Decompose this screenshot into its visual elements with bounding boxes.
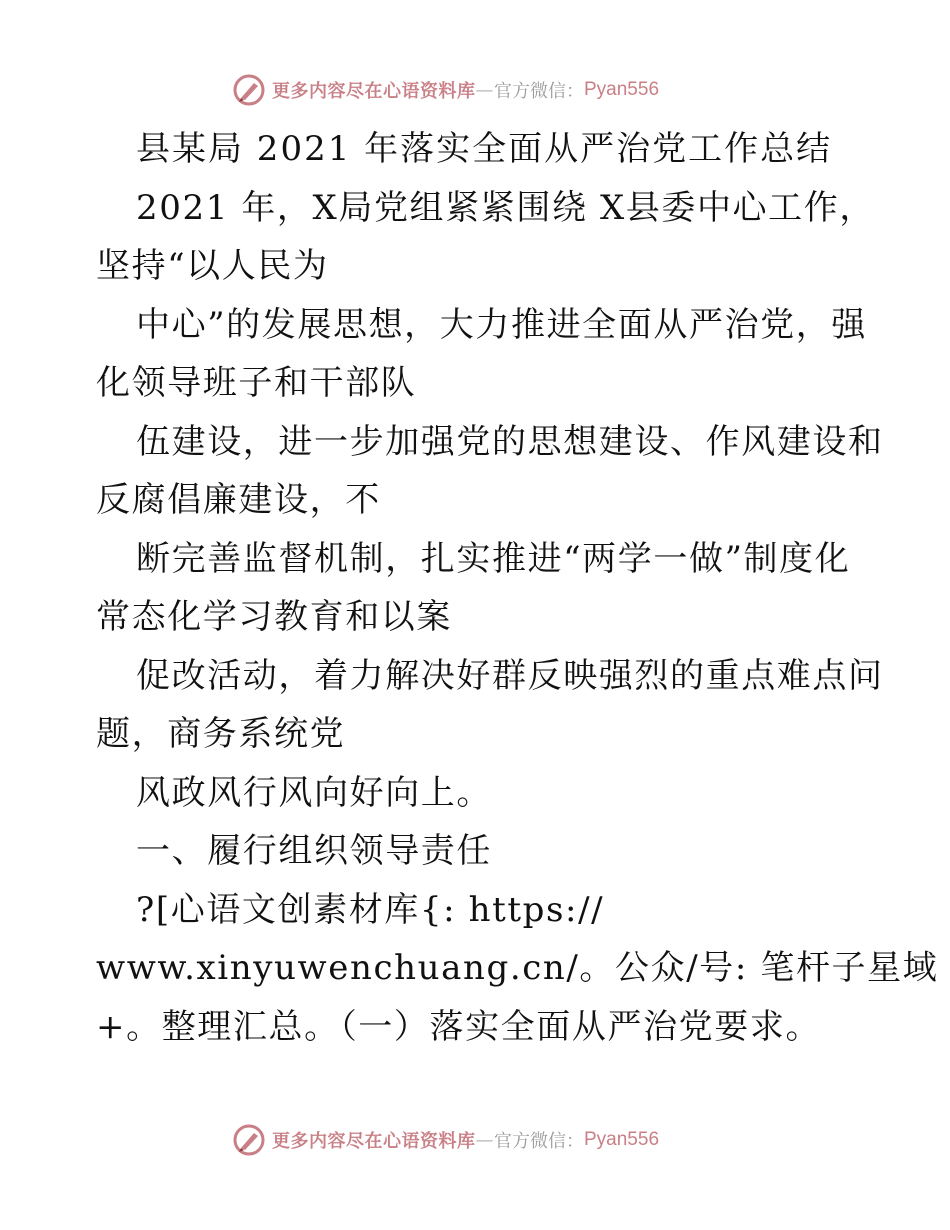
document-body: [96, 120, 939, 1056]
watermark-wechat-label: 官方微信：: [494, 81, 584, 102]
footer-watermark: [232, 1120, 752, 1160]
pen-logo-icon: [232, 73, 266, 107]
paragraph-line: 中心”的发展思想，大力推进全面从严治党，强: [136, 304, 867, 345]
paragraph-line: 常态化学习教育和以案: [96, 597, 452, 637]
paragraph-line: +。整理汇总。（一）落实全面从严治党要求。: [96, 1006, 822, 1047]
section-heading: 一、履行组织领导责任: [136, 831, 492, 871]
watermark-dash: —: [475, 79, 494, 101]
watermark-wechat-id: Pyan556: [584, 79, 660, 100]
header-watermark: [232, 70, 752, 110]
pen-logo-icon: [232, 1123, 266, 1157]
paragraph-line: 断完善监督机制，扎实推进“两学一做”制度化: [136, 538, 851, 579]
document-title: 县某局 2021 年落实全面从严治党工作总结: [136, 129, 833, 169]
paragraph-line: 促改活动，着力解决好群反映强烈的重点难点问: [136, 655, 884, 696]
paragraph-line: 风政风行风向好向上。: [136, 772, 492, 813]
watermark-wechat-id: Pyan556: [584, 1129, 660, 1150]
watermark-text: 更多内容尽在心语资料库: [272, 1131, 476, 1152]
watermark-wechat-label: 官方微信：: [494, 1131, 584, 1152]
paragraph-line: 2021 年，X局党组紧紧围绕 X县委中心工作，: [136, 187, 875, 228]
paragraph-line: ?[心语文创素材库{: https://: [136, 889, 605, 930]
paragraph-line: www.xinyuwenchuang.cn/。公众/号: 笔杆子星域: [96, 948, 939, 988]
paragraph-line: 题，商务系统党: [96, 714, 346, 754]
watermark-dash: —: [475, 1129, 494, 1151]
paragraph-line: 伍建设，进一步加强党的思想建设、作风建设和: [136, 421, 884, 462]
watermark-text: 更多内容尽在心语资料库: [272, 81, 476, 102]
paragraph-line: 坚持“以人民为: [96, 246, 329, 286]
paragraph-line: 反腐倡廉建设，不: [96, 480, 381, 520]
paragraph-line: 化领导班子和干部队: [96, 363, 417, 403]
